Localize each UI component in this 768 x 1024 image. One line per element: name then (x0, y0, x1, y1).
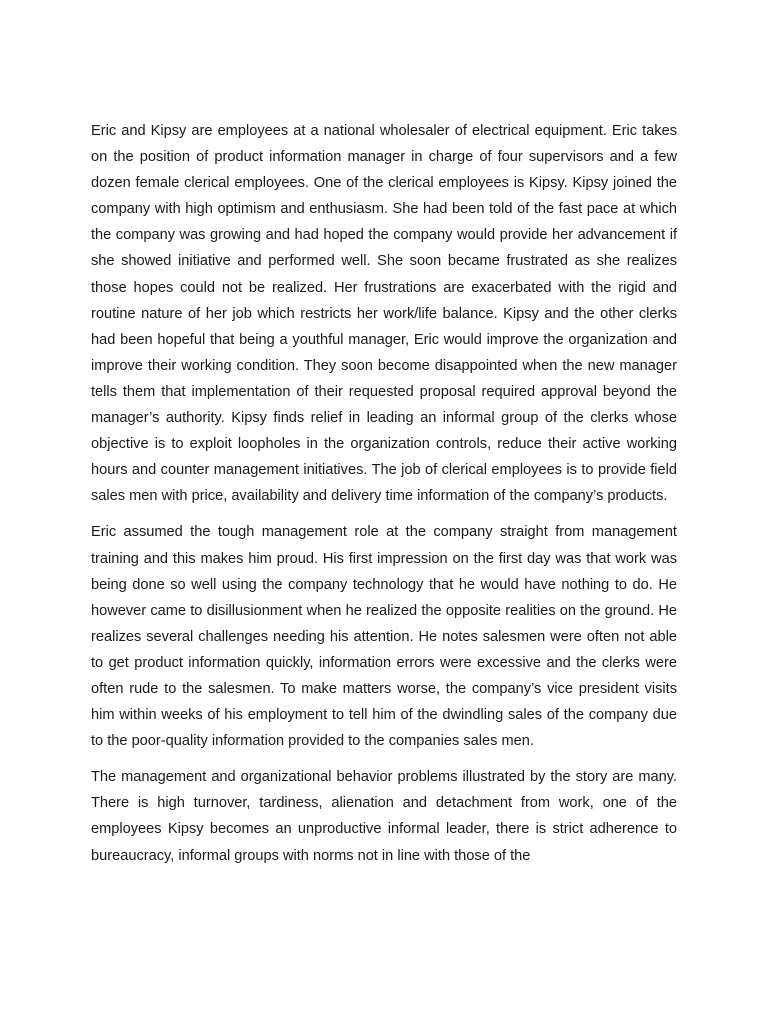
paragraph-3: The management and organizational behavior problems illustrated by the story are many. There is high turnover, tardiness, alienation and detachment from work, one of the employees Kipsy becomes an unproductive informal leader, there is strict adherence to bureaucracy, informal groups with norms not in line with those of the (91, 769, 677, 864)
paragraph-2: Eric assumed the tough management role at the company straight from management training and this makes him proud. His first impression on the first day was that work was being done so well using the company technology that he would have nothing to do. He however came to disillusionment when he realized the opposite realities on the ground. He realizes several challenges needing his attention. He notes salesmen were often not able to get product information quickly, information errors were excessive and the clerks were often rude to the salesmen. To make matters worse, the company’s vice president visits him within weeks of his employment to tell him of the dwindling sales of the company due to the poor-quality information provided to the companies sales men. (91, 524, 677, 750)
paragraph-1: Eric and Kipsy are employees at a national wholesaler of electrical equipment. Eric takes on the position of product information manager in charge of four supervisors and a few dozen female clerical employees. One of the clerical employees is Kipsy. Kipsy joined the company with high optimism and enthusiasm. She had been told of the fast pace at which the company was growing and had hoped the company would provide her advancement if she showed initiative and performed well. She soon became frustrated as she realizes those hopes could not be realized. Her frustrations are exacerbated with the rigid and routine nature of her job which restricts her work/life balance. Kipsy and the other clerks had been hopeful that being a youthful manager, Eric would improve the organization and improve their working condition. They soon become disappointed when the new manager tells them that implementation of their requested proposal required approval beyond the manager’s authority. Kipsy finds relief in leading an informal group of the clerks whose objective is to exploit loopholes in the organization controls, reduce their active working hours and counter management initiatives. The job of clerical employees is to provide field sales men with price, availability and delivery time information of the company’s products. (91, 123, 677, 505)
document-body (91, 118, 677, 879)
